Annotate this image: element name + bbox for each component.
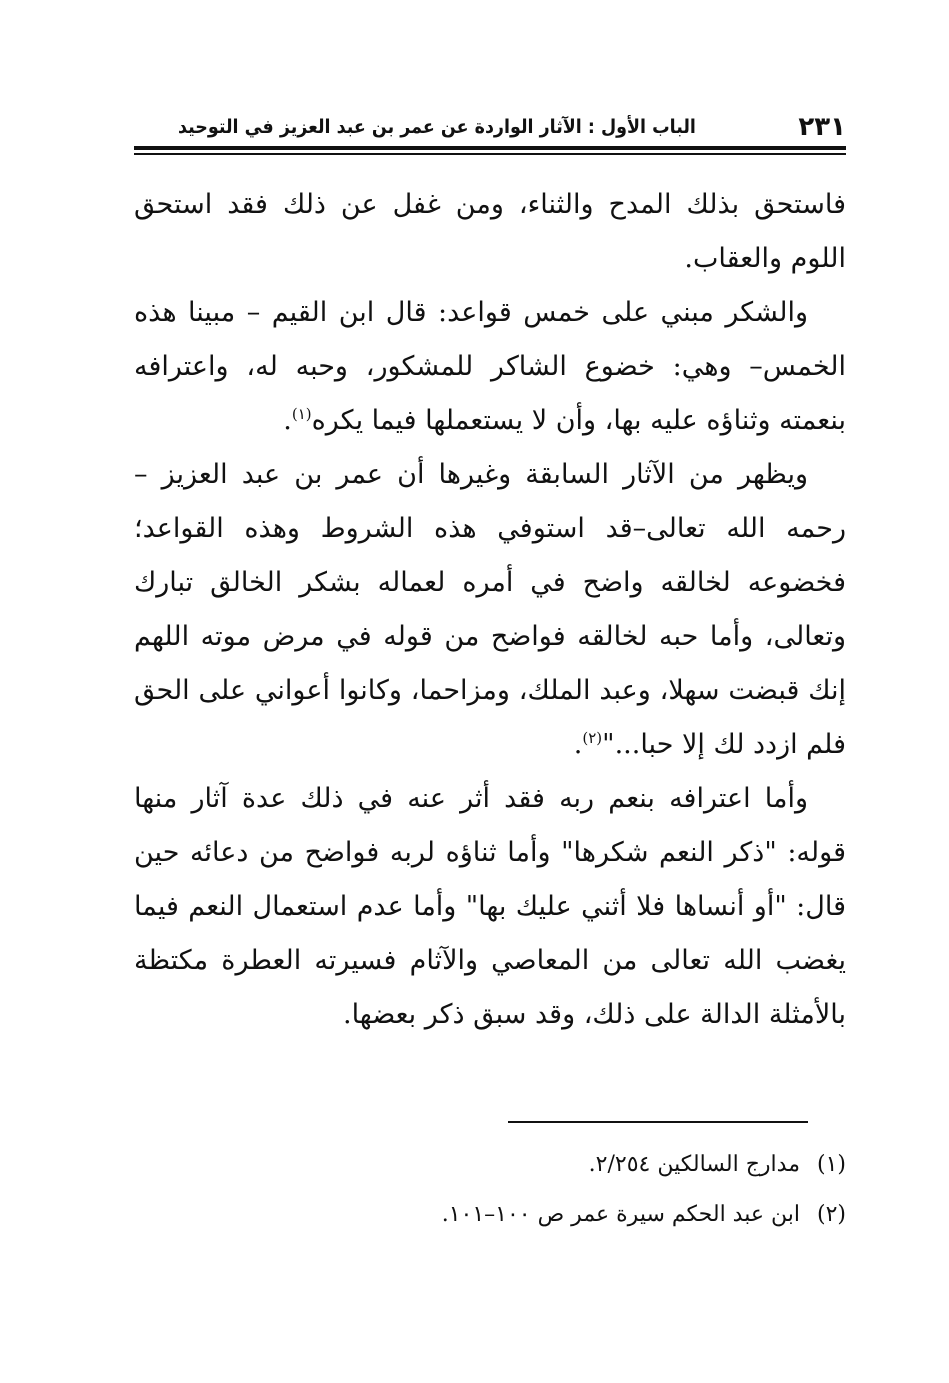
paragraph-text: فاستحق بذلك المدح والثناء، ومن غفل عن ذلك فقد استحق اللوم والعقاب. bbox=[134, 189, 846, 274]
body-text bbox=[134, 178, 846, 1042]
header-rule bbox=[134, 146, 846, 150]
paragraph bbox=[134, 772, 846, 1042]
footnote bbox=[134, 1190, 846, 1240]
footnote-number: (٢) bbox=[816, 1202, 846, 1227]
footnote-separator bbox=[508, 1121, 808, 1123]
footnote-reference[interactable]: (٢) bbox=[582, 729, 603, 747]
footnote-text: مدارج السالكين ٢/٢٥٤. bbox=[588, 1152, 800, 1177]
footnotes bbox=[134, 1140, 846, 1240]
footnote-number: (١) bbox=[816, 1152, 846, 1177]
footnote-reference[interactable]: (١) bbox=[291, 405, 312, 423]
paragraph bbox=[134, 448, 846, 772]
paragraph bbox=[134, 286, 846, 448]
running-header bbox=[134, 112, 846, 146]
paragraph-tail: . bbox=[573, 729, 583, 760]
page-number: ٢٣١ bbox=[798, 112, 846, 142]
paragraph-tail: . bbox=[283, 405, 292, 436]
paragraph-text: ويظهر من الآثار السابقة وغيرها أن عمر بن عبد العزيز –رحمه الله تعالى–قد استوفي هذه الشروط وهذه القواعد؛ فخضوعه لخالقه واضح في أمره لعماله بشكر الخالق تبارك وتعالى، وأما حبه لخالقه فواضح من قوله في مرض موته اللهم إنك قبضت سهلا، وعبد الملك، ومزاحما، وكانوا أعواني على الحق فلم ازدد لك إلا حبا..." bbox=[134, 459, 846, 760]
paragraph-text: والشكر مبني على خمس قواعد: قال ابن القيم – مبينا هذه الخمس– وهي: خضوع الشاكر للمشكور، وحبه له، واعترافه بنعمته وثناؤه عليه بها، وأن لا يستعملها فيما يكره bbox=[134, 297, 846, 436]
paragraph bbox=[134, 178, 846, 286]
footnote-text: ابن عبد الحكم سيرة عمر ص ١٠٠–١٠١. bbox=[441, 1202, 800, 1227]
footnote bbox=[134, 1140, 846, 1190]
chapter-title: الباب الأول : الآثار الواردة عن عمر بن عبد العزيز في التوحيد bbox=[178, 116, 696, 138]
header-rule-thin bbox=[134, 153, 846, 155]
paragraph-text: وأما اعترافه بنعم ربه فقد أثر عنه في ذلك عدة آثار منها قوله: "ذكر النعم شكرها" وأما ثناؤه لربه فواضح من دعائه حين قال: "أو أنساها فلا أثني عليك بها" وأما عدم استعمال النعم فيما يغضب الله تعالى من المعاصي والآثام فسيرته العطرة مكتظة بالأمثلة الدالة على ذلك، وقد سبق ذكر بعضها. bbox=[134, 783, 846, 1030]
